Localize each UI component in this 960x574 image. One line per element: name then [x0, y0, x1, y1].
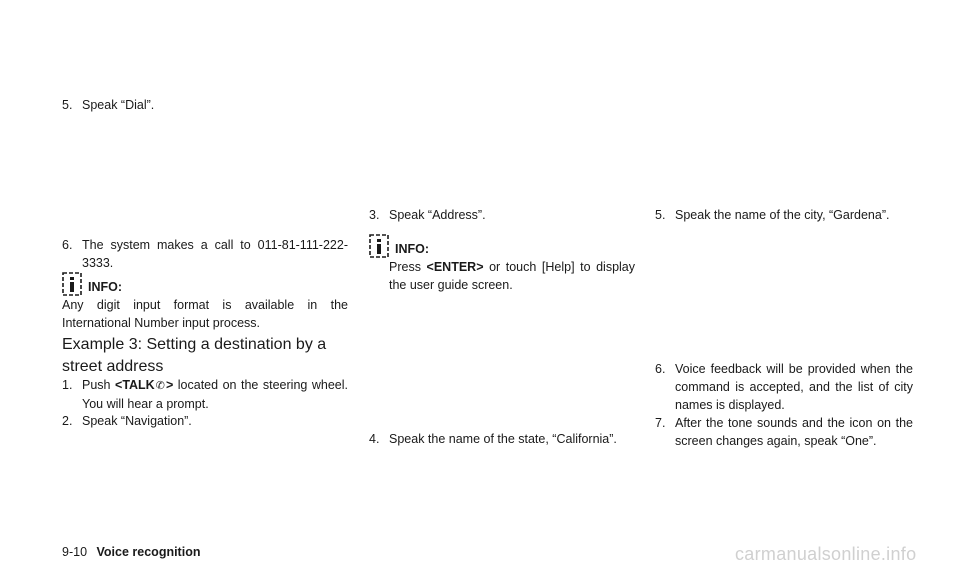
- info-icon: [369, 234, 389, 258]
- step-number: 6.: [655, 362, 666, 376]
- step-5-city: [655, 206, 915, 224]
- info-text-pre: Press: [389, 260, 427, 274]
- page-number: 9-10: [62, 545, 88, 559]
- info-text: [389, 258, 635, 294]
- step-number: 7.: [655, 416, 666, 430]
- step-text: [82, 376, 348, 413]
- info-text: Any digit input format is available in the International Number input process.: [62, 298, 348, 330]
- step-number: 2.: [62, 414, 73, 428]
- step-6-feedback: [655, 360, 913, 414]
- info-label: INFO:: [395, 242, 430, 256]
- step-number: 4.: [369, 432, 380, 446]
- step-1-push-talk: [62, 376, 348, 413]
- step-text-pre: Push: [82, 378, 116, 392]
- step-number: 1.: [62, 378, 73, 392]
- talk-key-label: <TALK: [115, 378, 155, 392]
- step-text-post: located on the steering wheel. You will hear a prompt.: [82, 378, 349, 411]
- section-title: Example 3: Setting a destination by a street address: [62, 336, 327, 375]
- step-text: After the tone sounds and the icon on the screen changes again, speak “One”.: [675, 416, 913, 448]
- step-3-address: [369, 206, 637, 224]
- step-2-navigation: [62, 412, 348, 430]
- step-7-tone: [655, 414, 913, 450]
- step-5-dial: [62, 96, 352, 114]
- step-text: The system makes a call to 011-81-111-222-3333.: [82, 238, 348, 270]
- step-text: Speak the name of the city, “Gardena”.: [675, 208, 890, 222]
- watermark: carmanualsonline.info: [735, 544, 917, 564]
- talk-icon: ✆: [155, 380, 165, 392]
- step-text: Speak “Navigation”.: [82, 414, 192, 428]
- step-text: Speak “Dial”.: [82, 98, 155, 112]
- step-6-call: [62, 236, 348, 272]
- step-number: 5.: [655, 208, 666, 222]
- info-heading: [62, 270, 122, 296]
- step-4-state: [369, 430, 641, 448]
- step-text: Voice feedback will be provided when the command is accepted, and the list of city names is displayed.: [675, 362, 913, 412]
- step-text: Speak the name of the state, “California”.: [389, 432, 617, 446]
- step-text: Speak “Address”.: [389, 208, 486, 222]
- page-footer: [62, 545, 200, 559]
- enter-key-label: <ENTER>: [426, 260, 484, 274]
- info-text-post: or touch [Help] to display the user guide screen.: [389, 260, 636, 292]
- info-heading: [369, 232, 429, 258]
- info-icon: [62, 272, 82, 296]
- step-number: 5.: [62, 98, 73, 112]
- info-label: INFO:: [88, 280, 123, 294]
- step-number: 3.: [369, 208, 380, 222]
- step-number: 6.: [62, 238, 73, 252]
- chapter-title: Voice recognition: [96, 545, 201, 559]
- talk-key-close: >: [165, 378, 174, 392]
